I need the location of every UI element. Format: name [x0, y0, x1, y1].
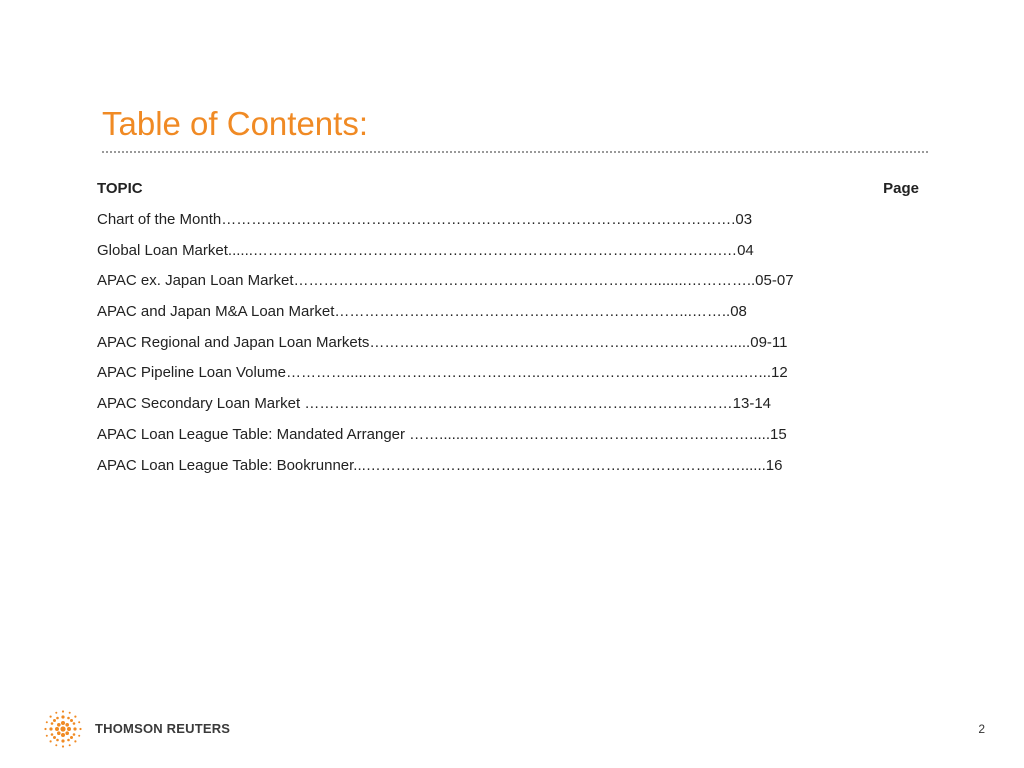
toc-entry-apac-japan-ma: APAC and Japan M&A Loan Market……………………………………………………………...……..08 [97, 303, 747, 321]
toc-entry-league-bookrunner: APAC Loan League Table: Bookrunner...…………………………………………………………………......16 [97, 456, 783, 474]
logo-wordmark: THOMSON REUTERS [95, 721, 231, 736]
page-title: Table of Contents: [102, 105, 368, 142]
title-divider [102, 151, 928, 153]
toc-header [97, 180, 919, 202]
toc-header-topic: TOPIC [97, 180, 143, 197]
toc-header-page: Page [883, 180, 919, 197]
page-number: 2 [978, 722, 985, 736]
toc-entry-global-loan-market: Global Loan Market......………………………………………………………………………………….…04 [97, 241, 754, 259]
toc-list [97, 210, 927, 486]
toc-entry-apac-secondary: APAC Secondary Loan Market …………..………………………………………………………………13-14 [97, 395, 772, 413]
toc-entry-league-mandated-arranger: APAC Loan League Table: Mandated Arranger ……......………………………………………………….....15 [97, 425, 787, 443]
thomson-reuters-dot-sphere-icon [42, 708, 84, 750]
toc-entry-apac-regional-japan: APAC Regional and Japan Loan Markets……………………………………………………………….....09-11 [97, 333, 788, 351]
toc-entry-chart-of-the-month: Chart of the Month………………………………………………………………………………………….03 [97, 211, 753, 228]
toc-entry-apac-pipeline: APAC Pipeline Loan Volume………….....……………………………..…………………………………..…...12 [97, 364, 788, 382]
thomson-reuters-logo [42, 708, 232, 750]
toc-entry-apac-ex-japan: APAC ex. Japan Loan Market………………………………………………………………........…………..05-07 [97, 272, 794, 290]
